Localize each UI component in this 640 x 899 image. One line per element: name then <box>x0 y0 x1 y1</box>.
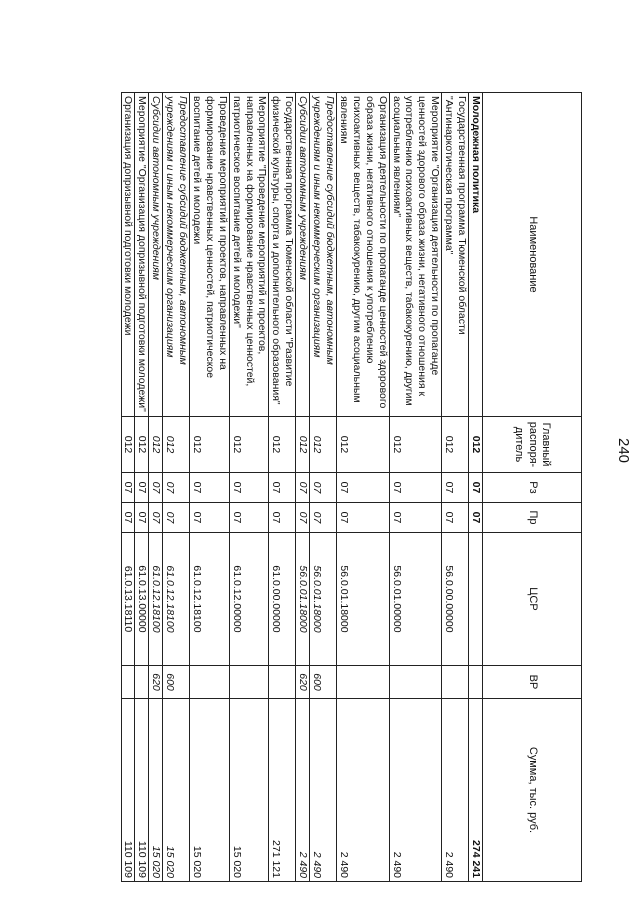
row-vr-cell <box>229 666 269 699</box>
row-sum-cell: 2 490 <box>310 699 337 882</box>
table-row <box>269 93 296 882</box>
header-vr: ВР <box>483 666 582 699</box>
header-manager: Главный распоря-дитель <box>483 417 582 473</box>
row-manager-cell: 012 <box>296 417 310 473</box>
row-rz-cell: 07 <box>190 473 230 503</box>
row-name-cell: Проведение мероприятий и проектов, направленных на формирование нравственных ценностей, патриотическое воспитание детей и молодежи <box>190 93 230 417</box>
row-rz-cell: 07 <box>163 473 190 503</box>
table-row <box>121 93 135 882</box>
row-vr-cell: 600 <box>310 666 337 699</box>
row-csr-cell: 61.0.13.00000 <box>135 533 149 666</box>
row-csr-cell: 61.0.12.18100 <box>149 533 163 666</box>
row-manager-cell: 012 <box>389 417 442 473</box>
row-sum-cell: 2 490 <box>442 699 469 882</box>
row-csr-cell: 56.0.01.18000 <box>296 533 310 666</box>
row-pr-cell: 07 <box>296 503 310 533</box>
row-name-cell: Мероприятие "Проведение мероприятий и проектов, направленных на формирование нравственных ценностей, патриотическое воспитание детей и молодежи" <box>229 93 269 417</box>
row-pr-cell: 07 <box>190 503 230 533</box>
row-csr-cell: 61.0.12.18100 <box>163 533 190 666</box>
row-manager-cell: 012 <box>121 417 135 473</box>
row-rz-cell: 07 <box>149 473 163 503</box>
row-pr-cell: 07 <box>121 503 135 533</box>
row-pr-cell: 07 <box>469 503 483 533</box>
row-csr-cell: 56.0.01.00000 <box>389 533 442 666</box>
table-row <box>310 93 337 882</box>
table-row <box>469 93 483 882</box>
row-sum-cell: 2 490 <box>389 699 442 882</box>
row-sum-cell: 110 109 <box>121 699 135 882</box>
row-manager-cell: 012 <box>149 417 163 473</box>
row-manager-cell: 012 <box>163 417 190 473</box>
row-rz-cell: 07 <box>389 473 442 503</box>
table-row <box>296 93 310 882</box>
table-body <box>121 93 482 882</box>
row-name-cell: Мероприятие "Организация допризывной подготовки молодежи" <box>135 93 149 417</box>
row-pr-cell: 07 <box>163 503 190 533</box>
budget-table <box>121 92 582 882</box>
row-vr-cell: 620 <box>149 666 163 699</box>
row-name-cell: Мероприятие "Организация деятельности по пропаганде ценностей здорового образа жизни, негативного отношения к употреблению психоактивных веществ, табакокурению, другим асоциальным явлениям" <box>389 93 442 417</box>
row-vr-cell <box>190 666 230 699</box>
row-name-cell: Организация деятельности по пропаганде ценностей здорового образа жизни, негативного отношения к употреблению психоактивных веществ, табакокурению, другим асоциальным явлениям <box>337 93 390 417</box>
row-name-cell: Субсидии автономным учреждениям <box>296 93 310 417</box>
row-rz-cell: 07 <box>229 473 269 503</box>
row-vr-cell <box>442 666 469 699</box>
row-manager-cell: 012 <box>269 417 296 473</box>
row-sum-cell: 271 121 <box>269 699 296 882</box>
row-pr-cell: 07 <box>269 503 296 533</box>
row-pr-cell: 07 <box>135 503 149 533</box>
header-sum: Сумма, тыс. руб. <box>483 699 582 882</box>
row-vr-cell <box>389 666 442 699</box>
row-sum-cell: 15 020 <box>163 699 190 882</box>
row-csr-cell: 56.0.00.00000 <box>442 533 469 666</box>
row-vr-cell <box>121 666 135 699</box>
row-manager-cell: 012 <box>229 417 269 473</box>
table-row <box>149 93 163 882</box>
row-sum-cell: 15 020 <box>190 699 230 882</box>
row-pr-cell: 07 <box>229 503 269 533</box>
row-rz-cell: 07 <box>442 473 469 503</box>
row-csr-cell: 61.0.00.00000 <box>269 533 296 666</box>
row-pr-cell: 07 <box>389 503 442 533</box>
row-manager-cell: 012 <box>190 417 230 473</box>
table-row <box>389 93 442 882</box>
row-vr-cell <box>469 666 483 699</box>
row-name-cell: Субсидии автономным учреждениям <box>149 93 163 417</box>
table-row <box>190 93 230 882</box>
row-sum-cell: 15 020 <box>149 699 163 882</box>
row-vr-cell: 620 <box>296 666 310 699</box>
row-name-cell: Предоставление субсидий бюджетным, автономным учреждениям и иным некоммерческим организациям <box>310 93 337 417</box>
row-manager-cell: 012 <box>310 417 337 473</box>
row-vr-cell: 600 <box>163 666 190 699</box>
row-manager-cell: 012 <box>135 417 149 473</box>
row-sum-cell: 2 490 <box>337 699 390 882</box>
header-csr: ЦСР <box>483 533 582 666</box>
row-name-cell: Государственная программа Тюменской области "Развитие физической культуры, спорта и дополнительного образования" <box>269 93 296 417</box>
row-pr-cell: 07 <box>310 503 337 533</box>
row-name-cell: Молодежная политика <box>469 93 483 417</box>
row-sum-cell: 15 020 <box>229 699 269 882</box>
header-name: Наименование <box>483 93 582 417</box>
header-row <box>483 93 582 882</box>
row-name-cell: Организация допризывной подготовки молодежи <box>121 93 135 417</box>
row-rz-cell: 07 <box>337 473 390 503</box>
row-sum-cell: 2 490 <box>296 699 310 882</box>
row-sum-cell: 110 109 <box>135 699 149 882</box>
row-vr-cell <box>269 666 296 699</box>
row-name-cell: Предоставление субсидий бюджетным, автономным учреждениям и иным некоммерческим организациям <box>163 93 190 417</box>
row-csr-cell: 61.0.12.18100 <box>190 533 230 666</box>
table-row <box>135 93 149 882</box>
table-row <box>163 93 190 882</box>
row-rz-cell: 07 <box>296 473 310 503</box>
header-pr: Пр <box>483 503 582 533</box>
table-row <box>229 93 269 882</box>
row-csr-cell: 61.0.13.18110 <box>121 533 135 666</box>
row-pr-cell: 07 <box>337 503 390 533</box>
row-pr-cell: 07 <box>149 503 163 533</box>
table-row <box>442 93 469 882</box>
row-vr-cell <box>337 666 390 699</box>
row-rz-cell: 07 <box>135 473 149 503</box>
row-manager-cell: 012 <box>469 417 483 473</box>
row-rz-cell: 07 <box>469 473 483 503</box>
row-manager-cell: 012 <box>442 417 469 473</box>
row-manager-cell: 012 <box>337 417 390 473</box>
row-csr-cell: 61.0.12.00000 <box>229 533 269 666</box>
row-csr-cell: 56.0.01.18000 <box>337 533 390 666</box>
row-vr-cell <box>135 666 149 699</box>
row-csr-cell <box>469 533 483 666</box>
row-sum-cell: 274 241 <box>469 699 483 882</box>
row-name-cell: Государственная программа Тюменской области "Антинаркотическая программа" <box>442 93 469 417</box>
row-rz-cell: 07 <box>269 473 296 503</box>
page-number: 240 <box>615 438 632 464</box>
table-row <box>337 93 390 882</box>
row-pr-cell: 07 <box>442 503 469 533</box>
row-rz-cell: 07 <box>310 473 337 503</box>
row-csr-cell: 56.0.01.18000 <box>310 533 337 666</box>
row-rz-cell: 07 <box>121 473 135 503</box>
header-rz: Рз <box>483 473 582 503</box>
